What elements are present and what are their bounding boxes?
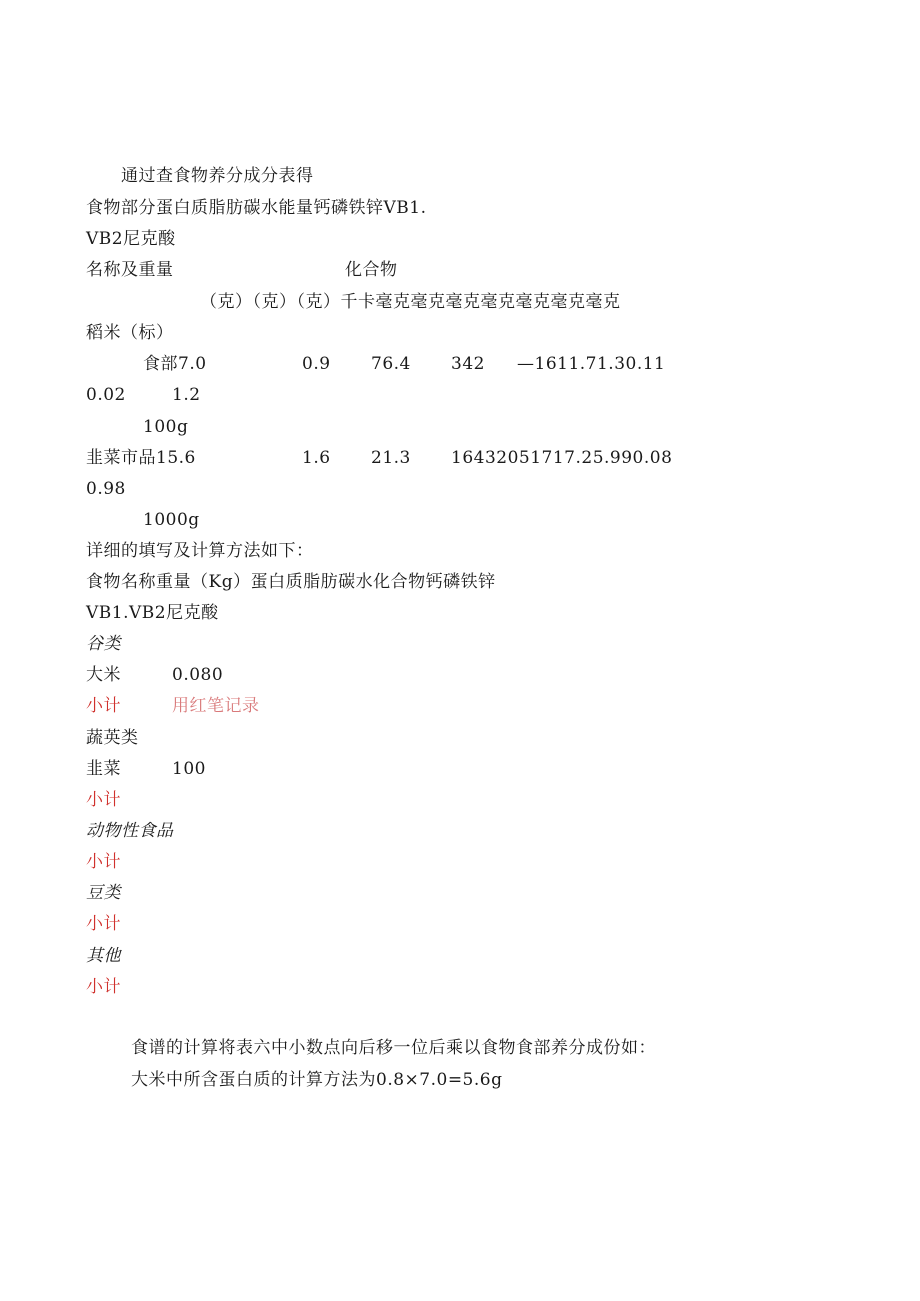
rice-cont-b: 1.2 xyxy=(172,385,201,405)
subtotal-animal: 小计 xyxy=(86,852,121,872)
header-line-1: 食物部分蛋白质脂肪碳水能量钙磷铁锌VB1. xyxy=(86,198,427,218)
category-beans: 豆类 xyxy=(86,883,121,903)
chive-rest-values: 16432051717.25.990.08 xyxy=(451,448,673,468)
subtotal-beans: 小计 xyxy=(86,914,121,934)
chive-row-value: 100 xyxy=(172,759,206,779)
header-line-2: VB2尼克酸 xyxy=(86,229,176,249)
subtotal-other: 小计 xyxy=(86,977,121,997)
category-vegetables: 蔬英类 xyxy=(86,728,139,748)
calc-note: 食谱的计算将表六中小数点向后移一位后乘以食物食部养分成份如： xyxy=(131,1038,656,1058)
rice-weight: 100g xyxy=(143,417,189,437)
header-col-name: 名称及重量 xyxy=(86,260,174,280)
category-other: 其他 xyxy=(86,946,121,966)
category-animal: 动物性食品 xyxy=(86,821,174,841)
rice-energy: 342 xyxy=(451,354,485,374)
red-pen-note: 用红笔记录 xyxy=(172,696,260,716)
rice-row-name: 大米 xyxy=(86,665,121,685)
rice-fat: 0.9 xyxy=(302,354,331,374)
rice-carb: 76.4 xyxy=(371,354,411,374)
rice-cont-a: 0.02 xyxy=(86,385,126,405)
subtotal-grains: 小计 xyxy=(86,696,121,716)
chive-cont: 0.98 xyxy=(86,479,126,499)
rice-name: 稻米（标） xyxy=(86,323,174,343)
table-header-line-2: VB1.VB2尼克酸 xyxy=(86,603,219,623)
chive-fat: 1.6 xyxy=(302,448,331,468)
header-col-compound: 化合物 xyxy=(345,260,398,280)
rice-edible-label: 食部7.0 xyxy=(143,354,207,374)
chive-carb: 21.3 xyxy=(371,448,411,468)
category-grains: 谷类 xyxy=(86,634,121,654)
subtotal-vegetables: 小计 xyxy=(86,790,121,810)
chive-weight: 1000g xyxy=(143,510,200,530)
units-line: （克）（克）（克）千卡毫克毫克毫克毫克毫克毫克毫克 xyxy=(200,292,621,312)
rice-rest-values: —1611.71.30.11 xyxy=(517,354,666,374)
calc-example: 大米中所含蛋白质的计算方法为0.8×7.0=5.6g xyxy=(131,1070,503,1090)
rice-row-value: 0.080 xyxy=(172,665,224,685)
intro-line: 通过查食物养分成分表得 xyxy=(121,166,314,186)
method-title: 详细的填写及计算方法如下： xyxy=(86,541,314,561)
chive-name-protein: 韭菜市品15.6 xyxy=(86,448,196,468)
chive-row-name: 韭菜 xyxy=(86,759,121,779)
table-header-line-1: 食物名称重量（Kg）蛋白质脂肪碳水化合物钙磷铁锌 xyxy=(86,572,496,592)
